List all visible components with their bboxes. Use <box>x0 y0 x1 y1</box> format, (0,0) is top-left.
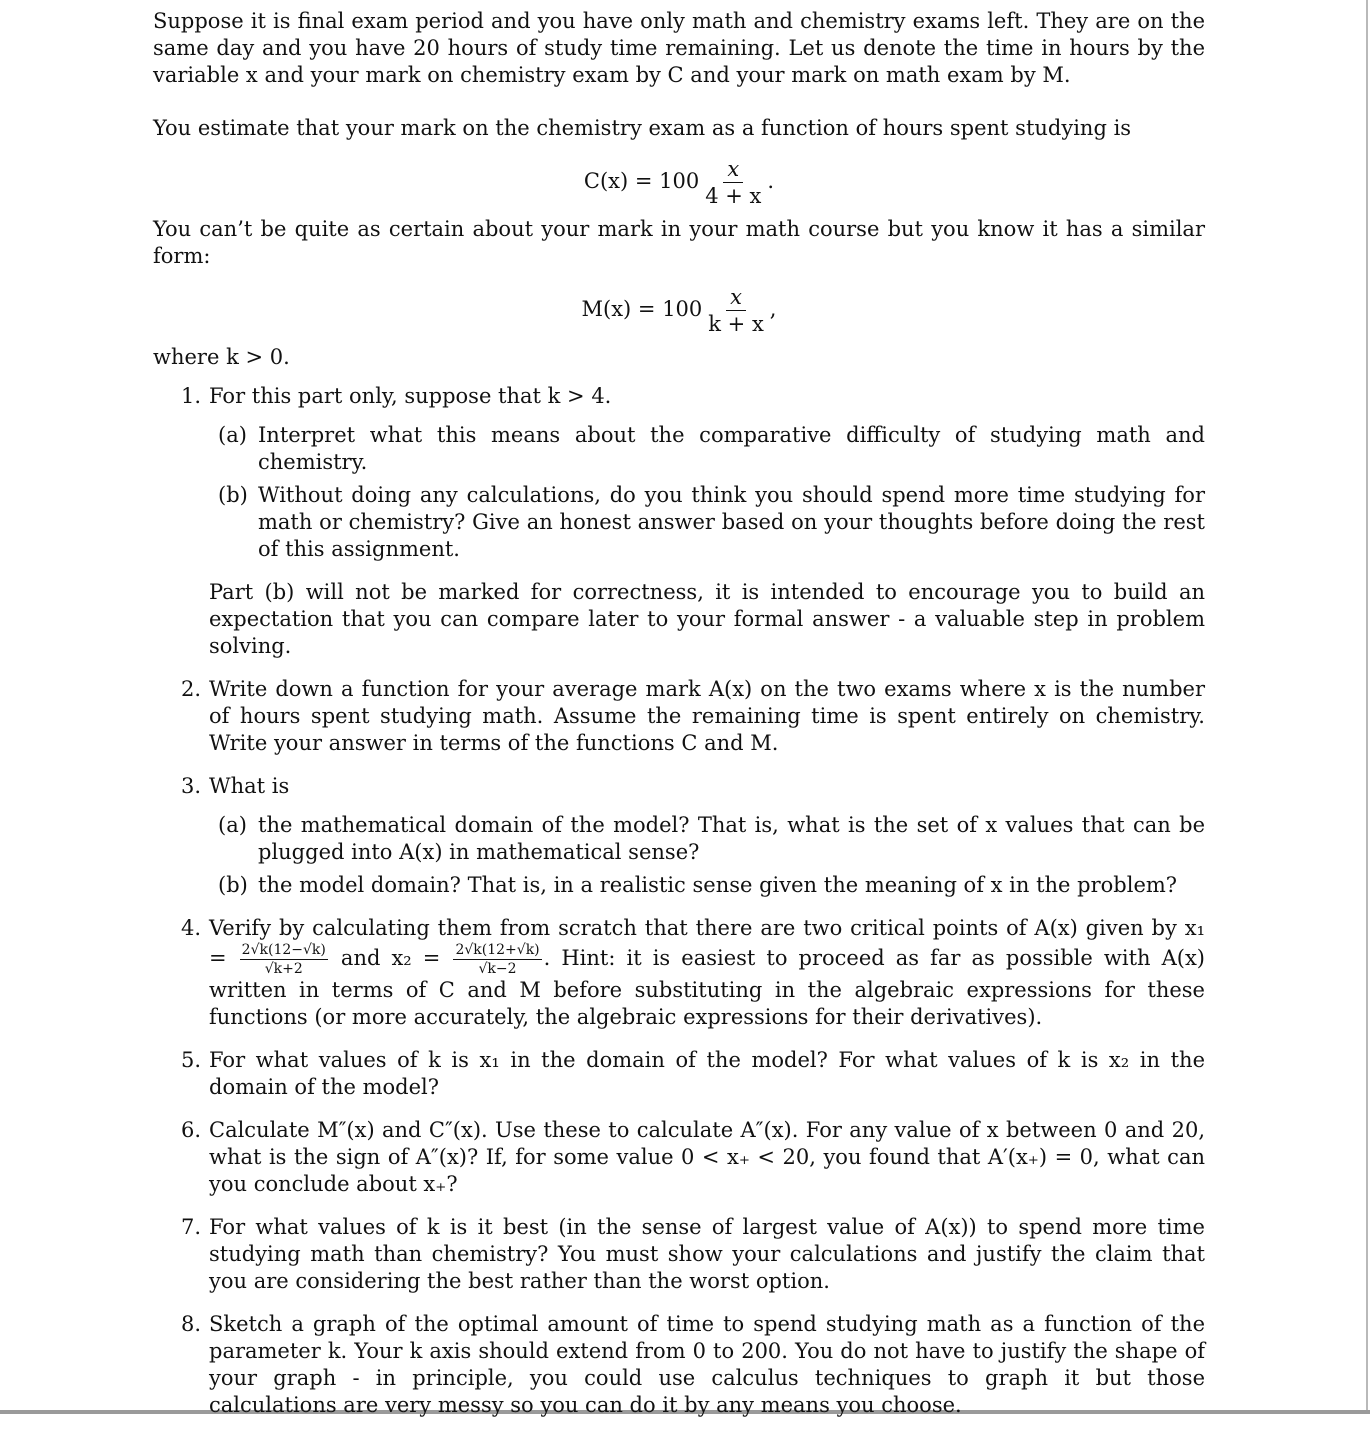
question-5 <box>153 1047 1205 1101</box>
question-number: 8. <box>181 1312 202 1336</box>
question-4-text-c: . Hint: it is easiest to proceed as far as possible with A(x) written in terms of C and M before substituting in the algebraic expressions for these functions (or more accurately, the algebraic expressions for their derivatives). <box>209 946 1205 1029</box>
math-equation-lhs: M(x) = 100 <box>581 297 703 321</box>
question-number: 7. <box>181 1215 202 1239</box>
question-4-text-b: and x₂ = <box>340 946 441 970</box>
question-number: 6. <box>181 1118 202 1142</box>
subquestion-3a <box>209 812 1205 866</box>
chemistry-equation-lhs: C(x) = 100 <box>583 169 700 193</box>
subquestion-label: (a) <box>218 813 247 837</box>
question-text: Sketch a graph of the optimal amount of time to spend studying math as a function of the parameter k. Your k axis should extend from 0 to 200. You do not have to justify the shape of your graph - in principle, you could use calculus techniques to graph it but those calculations are very messy so you can do it by any means you choose. <box>209 1312 1205 1417</box>
question-number: 2. <box>181 677 202 701</box>
question-1 <box>153 383 1205 660</box>
question-number: 5. <box>181 1048 202 1072</box>
subquestion-text: the mathematical domain of the model? That is, what is the set of x values that can be plugged into A(x) in mathematical sense? <box>258 813 1205 864</box>
subquestion-list <box>209 812 1205 899</box>
page-right-edge <box>1366 0 1368 1414</box>
subquestion-label: (a) <box>218 423 247 447</box>
intro-paragraph: Suppose it is final exam period and you have only math and chemistry exams left. They are on the same day and you have 20 hours of study time remaining. Let us denote the time in hours by the variable x and your mark on chemistry exam by C and your mark on math exam by M. <box>153 9 1205 87</box>
question-7 <box>153 1214 1205 1295</box>
subquestion-list <box>209 422 1205 563</box>
subquestion-label: (b) <box>218 873 248 897</box>
x1-fraction <box>240 942 328 977</box>
question-4 <box>153 915 1205 1031</box>
math-equation-end: , <box>769 297 777 321</box>
chemistry-equation <box>153 148 1205 210</box>
x2-denominator: √k−2 <box>478 961 517 977</box>
question-text: Write down a function for your average mark A(x) on the two exams where x is the number of hours spent studying math. Assume the remaining time is spent entirely on chemistry. Write your answer in terms of the functions C and M. <box>209 677 1205 755</box>
question-text: What is <box>209 774 290 798</box>
subquestion-1a <box>209 422 1205 476</box>
question-text <box>209 915 1205 1031</box>
question-6 <box>153 1117 1205 1198</box>
subquestion-label: (b) <box>218 483 248 507</box>
chemistry-equation-end: . <box>767 169 775 193</box>
question-4-text-a: Verify by calculating them from scratch that there are two critical points of A(x) given by x₁ = <box>209 916 1205 970</box>
question-text: For what values of k is x₁ in the domain of the model? For what values of k is x₂ in the domain of the model? <box>209 1048 1205 1099</box>
math-fraction-numerator: x <box>726 286 746 311</box>
chemistry-fraction-denominator: 4 + x <box>705 184 762 208</box>
question-text: For this part only, suppose that k > 4. <box>209 384 612 408</box>
x1-numerator: 2√k(12−√k) <box>241 942 326 958</box>
question-2 <box>153 676 1205 757</box>
question-note: Part (b) will not be marked for correctness, it is intended to encourage you to build an expectation that you can compare later to your formal answer - a valuable step in problem solving. <box>209 580 1205 658</box>
math-fraction <box>704 286 768 335</box>
math-equation <box>153 276 1205 338</box>
subquestion-3b <box>209 872 1205 899</box>
document-page <box>153 8 1205 1435</box>
k-condition: where k > 0. <box>153 345 290 369</box>
subquestion-text: Interpret what this means about the comparative difficulty of studying math and chemistry. <box>258 423 1205 474</box>
question-8 <box>153 1311 1205 1419</box>
question-text: Calculate M″(x) and C″(x). Use these to calculate A″(x). For any value of x between 0 and 20, what is the sign of A″(x)? If, for some value 0 < x₊ < 20, you found that A′(x₊) = 0, what can you conclude about x₊? <box>209 1118 1205 1196</box>
math-intro: You can’t be quite as certain about your mark in your math course but you know it has a similar form: <box>153 217 1205 268</box>
subquestion-text: Without doing any calculations, do you think you should spend more time studying for math or chemistry? Give an honest answer based on your thoughts before doing the rest of this assignment. <box>258 483 1205 561</box>
chemistry-fraction <box>701 158 765 207</box>
x2-fraction <box>453 942 541 977</box>
chemistry-intro: You estimate that your mark on the chemistry exam as a function of hours spent studying is <box>153 116 1132 140</box>
question-list <box>153 383 1205 1419</box>
question-number: 3. <box>181 774 202 798</box>
subquestion-text: the model domain? That is, in a realistic sense given the meaning of x in the problem? <box>258 873 1178 897</box>
question-text: For what values of k is it best (in the sense of largest value of A(x)) to spend more time studying math than chemistry? You must show your calculations and justify the claim that you are considering the best rather than the worst option. <box>209 1215 1205 1293</box>
subquestion-1b <box>209 482 1205 563</box>
chemistry-fraction-numerator: x <box>723 158 743 183</box>
question-3 <box>153 773 1205 899</box>
question-number: 4. <box>181 916 202 940</box>
math-fraction-denominator: k + x <box>708 312 764 336</box>
x2-numerator: 2√k(12+√k) <box>455 942 540 958</box>
x1-denominator: √k+2 <box>264 961 303 977</box>
question-number: 1. <box>181 384 202 408</box>
